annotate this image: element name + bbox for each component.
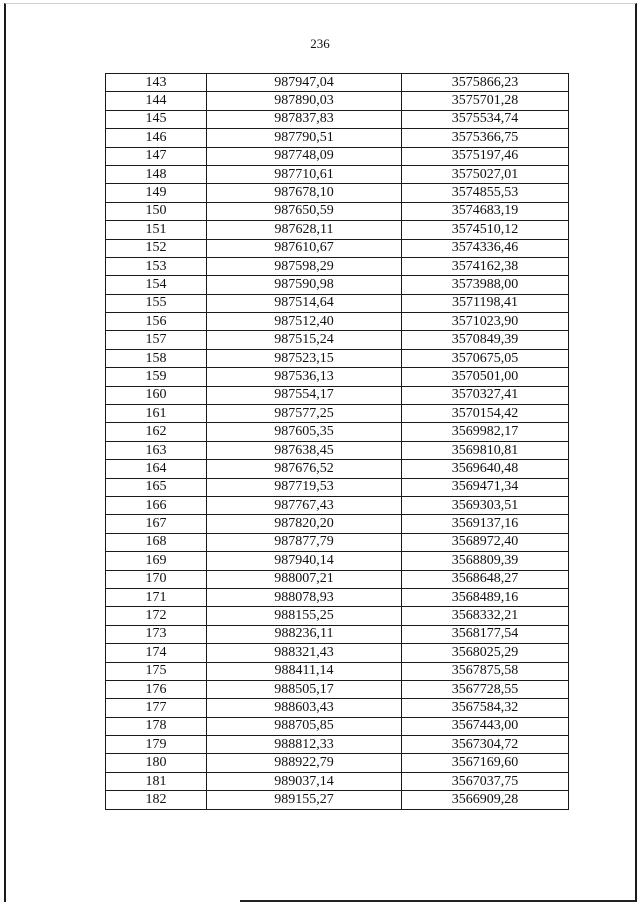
y-coordinate-cell: 3575701,28 bbox=[402, 92, 569, 110]
point-number-cell: 158 bbox=[106, 349, 207, 367]
y-coordinate-cell: 3575534,74 bbox=[402, 110, 569, 128]
point-number-cell: 145 bbox=[106, 110, 207, 128]
x-coordinate-cell: 987515,24 bbox=[207, 331, 402, 349]
point-number-cell: 161 bbox=[106, 405, 207, 423]
x-coordinate-cell: 988078,93 bbox=[207, 588, 402, 606]
x-coordinate-cell: 988321,43 bbox=[207, 644, 402, 662]
y-coordinate-cell: 3567728,55 bbox=[402, 680, 569, 698]
point-number-cell: 167 bbox=[106, 515, 207, 533]
x-coordinate-cell: 987638,45 bbox=[207, 441, 402, 459]
point-number-cell: 160 bbox=[106, 386, 207, 404]
table-row bbox=[106, 644, 569, 662]
y-coordinate-cell: 3574336,46 bbox=[402, 239, 569, 257]
x-coordinate-cell: 987610,67 bbox=[207, 239, 402, 257]
table-row bbox=[106, 699, 569, 717]
point-number-cell: 178 bbox=[106, 717, 207, 735]
y-coordinate-cell: 3568177,54 bbox=[402, 625, 569, 643]
x-coordinate-cell: 987947,04 bbox=[207, 74, 402, 92]
point-number-cell: 182 bbox=[106, 791, 207, 809]
table-row bbox=[106, 460, 569, 478]
x-coordinate-cell: 987514,64 bbox=[207, 294, 402, 312]
point-number-cell: 162 bbox=[106, 423, 207, 441]
point-number-cell: 174 bbox=[106, 644, 207, 662]
x-coordinate-cell: 988007,21 bbox=[207, 570, 402, 588]
point-number-cell: 156 bbox=[106, 313, 207, 331]
table-row bbox=[106, 276, 569, 294]
x-coordinate-cell: 988603,43 bbox=[207, 699, 402, 717]
table-row bbox=[106, 772, 569, 790]
x-coordinate-cell: 988505,17 bbox=[207, 680, 402, 698]
point-number-cell: 147 bbox=[106, 147, 207, 165]
y-coordinate-cell: 3568972,40 bbox=[402, 533, 569, 551]
table-row bbox=[106, 368, 569, 386]
point-number-cell: 172 bbox=[106, 607, 207, 625]
x-coordinate-cell: 987577,25 bbox=[207, 405, 402, 423]
x-coordinate-cell: 987598,29 bbox=[207, 257, 402, 275]
table-row bbox=[106, 736, 569, 754]
point-number-cell: 181 bbox=[106, 772, 207, 790]
y-coordinate-cell: 3574162,38 bbox=[402, 257, 569, 275]
table-row bbox=[106, 331, 569, 349]
point-number-cell: 176 bbox=[106, 680, 207, 698]
x-coordinate-cell: 988411,14 bbox=[207, 662, 402, 680]
table-row bbox=[106, 625, 569, 643]
y-coordinate-cell: 3567169,60 bbox=[402, 754, 569, 772]
x-coordinate-cell: 988812,33 bbox=[207, 736, 402, 754]
y-coordinate-cell: 3569640,48 bbox=[402, 460, 569, 478]
x-coordinate-cell: 987877,79 bbox=[207, 533, 402, 551]
table-row bbox=[106, 74, 569, 92]
x-coordinate-cell: 989155,27 bbox=[207, 791, 402, 809]
table-row bbox=[106, 717, 569, 735]
y-coordinate-cell: 3567037,75 bbox=[402, 772, 569, 790]
point-number-cell: 144 bbox=[106, 92, 207, 110]
table-row bbox=[106, 239, 569, 257]
y-coordinate-cell: 3574855,53 bbox=[402, 184, 569, 202]
y-coordinate-cell: 3569471,34 bbox=[402, 478, 569, 496]
y-coordinate-cell: 3575197,46 bbox=[402, 147, 569, 165]
table-row bbox=[106, 386, 569, 404]
table-row bbox=[106, 294, 569, 312]
y-coordinate-cell: 3574510,12 bbox=[402, 221, 569, 239]
point-number-cell: 151 bbox=[106, 221, 207, 239]
x-coordinate-cell: 987790,51 bbox=[207, 129, 402, 147]
y-coordinate-cell: 3566909,28 bbox=[402, 791, 569, 809]
y-coordinate-cell: 3569810,81 bbox=[402, 441, 569, 459]
x-coordinate-cell: 988155,25 bbox=[207, 607, 402, 625]
x-coordinate-cell: 987767,43 bbox=[207, 496, 402, 514]
x-coordinate-cell: 987748,09 bbox=[207, 147, 402, 165]
point-number-cell: 175 bbox=[106, 662, 207, 680]
x-coordinate-cell: 987536,13 bbox=[207, 368, 402, 386]
y-coordinate-cell: 3571023,90 bbox=[402, 313, 569, 331]
x-coordinate-cell: 987650,59 bbox=[207, 202, 402, 220]
table-row bbox=[106, 349, 569, 367]
x-coordinate-cell: 987940,14 bbox=[207, 552, 402, 570]
table-row bbox=[106, 405, 569, 423]
y-coordinate-cell: 3575866,23 bbox=[402, 74, 569, 92]
point-number-cell: 150 bbox=[106, 202, 207, 220]
y-coordinate-cell: 3568489,16 bbox=[402, 588, 569, 606]
y-coordinate-cell: 3568025,29 bbox=[402, 644, 569, 662]
point-number-cell: 180 bbox=[106, 754, 207, 772]
table-row bbox=[106, 515, 569, 533]
table-row bbox=[106, 570, 569, 588]
y-coordinate-cell: 3568648,27 bbox=[402, 570, 569, 588]
x-coordinate-cell: 987890,03 bbox=[207, 92, 402, 110]
point-number-cell: 171 bbox=[106, 588, 207, 606]
x-coordinate-cell: 987719,53 bbox=[207, 478, 402, 496]
x-coordinate-cell: 988705,85 bbox=[207, 717, 402, 735]
point-number-cell: 154 bbox=[106, 276, 207, 294]
y-coordinate-cell: 3567304,72 bbox=[402, 736, 569, 754]
table-row bbox=[106, 184, 569, 202]
table-row bbox=[106, 257, 569, 275]
table-row bbox=[106, 313, 569, 331]
x-coordinate-cell: 987605,35 bbox=[207, 423, 402, 441]
table-row bbox=[106, 552, 569, 570]
point-number-cell: 177 bbox=[106, 699, 207, 717]
table-row bbox=[106, 607, 569, 625]
table-row bbox=[106, 478, 569, 496]
point-number-cell: 148 bbox=[106, 165, 207, 183]
point-number-cell: 164 bbox=[106, 460, 207, 478]
y-coordinate-cell: 3571198,41 bbox=[402, 294, 569, 312]
y-coordinate-cell: 3573988,00 bbox=[402, 276, 569, 294]
y-coordinate-cell: 3570675,05 bbox=[402, 349, 569, 367]
page-number: 236 bbox=[310, 36, 330, 51]
coordinates-table bbox=[105, 73, 569, 810]
y-coordinate-cell: 3569137,16 bbox=[402, 515, 569, 533]
point-number-cell: 159 bbox=[106, 368, 207, 386]
table-row bbox=[106, 165, 569, 183]
y-coordinate-cell: 3567443,00 bbox=[402, 717, 569, 735]
x-coordinate-cell: 989037,14 bbox=[207, 772, 402, 790]
x-coordinate-cell: 987820,20 bbox=[207, 515, 402, 533]
y-coordinate-cell: 3568809,39 bbox=[402, 552, 569, 570]
table-row bbox=[106, 791, 569, 809]
table-row bbox=[106, 202, 569, 220]
x-coordinate-cell: 987628,11 bbox=[207, 221, 402, 239]
point-number-cell: 153 bbox=[106, 257, 207, 275]
y-coordinate-cell: 3570327,41 bbox=[402, 386, 569, 404]
x-coordinate-cell: 987710,61 bbox=[207, 165, 402, 183]
x-coordinate-cell: 987512,40 bbox=[207, 313, 402, 331]
point-number-cell: 163 bbox=[106, 441, 207, 459]
y-coordinate-cell: 3575366,75 bbox=[402, 129, 569, 147]
point-number-cell: 146 bbox=[106, 129, 207, 147]
y-coordinate-cell: 3570849,39 bbox=[402, 331, 569, 349]
bottom-rule bbox=[240, 900, 636, 902]
table-row bbox=[106, 662, 569, 680]
point-number-cell: 168 bbox=[106, 533, 207, 551]
y-coordinate-cell: 3574683,19 bbox=[402, 202, 569, 220]
table-row bbox=[106, 92, 569, 110]
table-row bbox=[106, 754, 569, 772]
point-number-cell: 166 bbox=[106, 496, 207, 514]
y-coordinate-cell: 3567875,58 bbox=[402, 662, 569, 680]
table-row bbox=[106, 533, 569, 551]
coordinates-table-body bbox=[106, 74, 569, 810]
point-number-cell: 165 bbox=[106, 478, 207, 496]
point-number-cell: 179 bbox=[106, 736, 207, 754]
table-row bbox=[106, 147, 569, 165]
x-coordinate-cell: 987678,10 bbox=[207, 184, 402, 202]
table-row bbox=[106, 441, 569, 459]
point-number-cell: 149 bbox=[106, 184, 207, 202]
x-coordinate-cell: 987837,83 bbox=[207, 110, 402, 128]
table-row bbox=[106, 129, 569, 147]
point-number-cell: 143 bbox=[106, 74, 207, 92]
point-number-cell: 170 bbox=[106, 570, 207, 588]
point-number-cell: 155 bbox=[106, 294, 207, 312]
table-row bbox=[106, 423, 569, 441]
y-coordinate-cell: 3567584,32 bbox=[402, 699, 569, 717]
y-coordinate-cell: 3569303,51 bbox=[402, 496, 569, 514]
table-row bbox=[106, 680, 569, 698]
y-coordinate-cell: 3570154,42 bbox=[402, 405, 569, 423]
table-row bbox=[106, 110, 569, 128]
x-coordinate-cell: 987590,98 bbox=[207, 276, 402, 294]
x-coordinate-cell: 987523,15 bbox=[207, 349, 402, 367]
y-coordinate-cell: 3570501,00 bbox=[402, 368, 569, 386]
y-coordinate-cell: 3568332,21 bbox=[402, 607, 569, 625]
x-coordinate-cell: 988922,79 bbox=[207, 754, 402, 772]
table-row bbox=[106, 221, 569, 239]
point-number-cell: 169 bbox=[106, 552, 207, 570]
x-coordinate-cell: 987676,52 bbox=[207, 460, 402, 478]
point-number-cell: 157 bbox=[106, 331, 207, 349]
x-coordinate-cell: 987554,17 bbox=[207, 386, 402, 404]
table-row bbox=[106, 588, 569, 606]
x-coordinate-cell: 988236,11 bbox=[207, 625, 402, 643]
y-coordinate-cell: 3569982,17 bbox=[402, 423, 569, 441]
point-number-cell: 173 bbox=[106, 625, 207, 643]
y-coordinate-cell: 3575027,01 bbox=[402, 165, 569, 183]
table-row bbox=[106, 496, 569, 514]
point-number-cell: 152 bbox=[106, 239, 207, 257]
